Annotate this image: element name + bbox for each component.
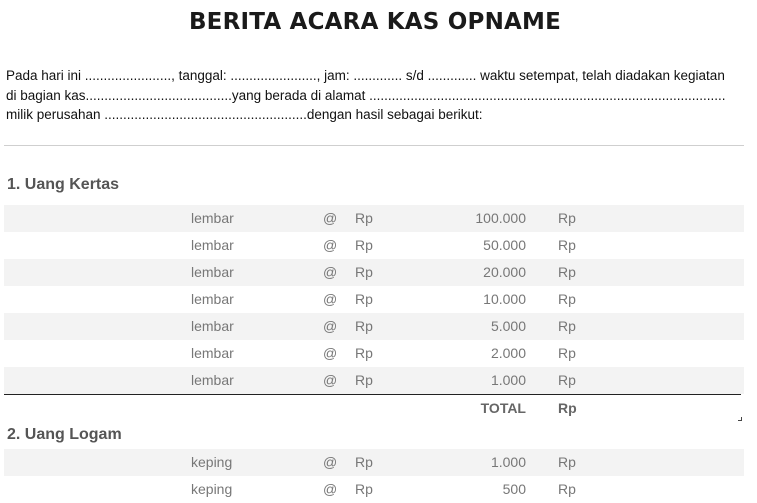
intro-line: di bagian kas.......................................yang berada di alamat ............................................................................................... — [6, 87, 726, 103]
unit-label: lembar — [191, 264, 234, 280]
currency-label: Rp — [355, 210, 373, 226]
currency-label: Rp — [355, 372, 373, 388]
table-row — [4, 340, 744, 367]
currency-label: Rp — [355, 291, 373, 307]
unit-label: lembar — [191, 345, 234, 361]
section-title-uang-kertas: 1. Uang Kertas — [7, 176, 120, 193]
uang-kertas-table — [4, 205, 744, 394]
table-row — [4, 286, 744, 313]
subtotal-currency: Rp — [558, 345, 576, 361]
denomination-value: 100.000 — [475, 210, 526, 226]
unit-label: lembar — [191, 210, 234, 226]
denomination-value: 5.000 — [490, 318, 526, 334]
unit-label: lembar — [191, 237, 234, 253]
unit-label: lembar — [191, 291, 234, 307]
unit-label: keping — [191, 454, 233, 470]
subtotal-currency: Rp — [558, 372, 576, 388]
table-row — [4, 367, 744, 394]
section-title-uang-logam: 2. Uang Logam — [7, 426, 122, 443]
subtotal-currency: Rp — [558, 454, 576, 470]
at-symbol: @ — [323, 291, 338, 307]
unit-label: lembar — [191, 318, 234, 334]
denomination-value: 50.000 — [483, 237, 526, 253]
currency-label: Rp — [355, 454, 373, 470]
intro-line: Pada hari ini ......................., tanggal: ......................., jam: ............. s/d ............. waktu setempat, telah diadakan kegiatan — [6, 68, 725, 83]
at-symbol: @ — [323, 454, 338, 470]
table-row — [4, 205, 744, 232]
subtotal-currency: Rp — [558, 481, 576, 497]
subtotal-currency: Rp — [558, 291, 576, 307]
denomination-value: 10.000 — [483, 291, 526, 307]
denomination-value: 1.000 — [490, 454, 526, 470]
unit-label: keping — [191, 481, 233, 497]
resize-handle-icon — [738, 417, 742, 421]
uang-logam-table — [4, 449, 744, 503]
subtotal-currency: Rp — [558, 210, 576, 226]
denomination-value: 20.000 — [483, 264, 526, 280]
subtotal-currency: Rp — [558, 237, 576, 253]
total-currency: Rp — [558, 400, 577, 416]
at-symbol: @ — [323, 345, 338, 361]
currency-label: Rp — [355, 264, 373, 280]
denomination-value: 500 — [502, 481, 526, 497]
section-divider — [4, 145, 744, 146]
currency-label: Rp — [355, 345, 373, 361]
total-row — [4, 395, 744, 421]
intro-line: milik perusahan ......................................................dengan hasil sebagai berikut: — [6, 107, 483, 122]
currency-label: Rp — [355, 481, 373, 497]
subtotal-currency: Rp — [558, 318, 576, 334]
denomination-value: 2.000 — [490, 345, 526, 361]
table-row — [4, 476, 744, 503]
document-title: BERITA ACARA KAS OPNAME — [188, 9, 562, 35]
intro-paragraph — [6, 66, 751, 125]
table-row — [4, 313, 744, 340]
unit-label: lembar — [191, 372, 234, 388]
table-row — [4, 449, 744, 476]
at-symbol: @ — [323, 481, 338, 497]
denomination-value: 1.000 — [490, 372, 526, 388]
table-row — [4, 259, 744, 286]
at-symbol: @ — [323, 210, 338, 226]
total-label: TOTAL — [480, 400, 526, 416]
at-symbol: @ — [323, 318, 338, 334]
at-symbol: @ — [323, 237, 338, 253]
table-row — [4, 232, 744, 259]
currency-label: Rp — [355, 237, 373, 253]
currency-label: Rp — [355, 318, 373, 334]
subtotal-currency: Rp — [558, 264, 576, 280]
at-symbol: @ — [323, 372, 338, 388]
at-symbol: @ — [323, 264, 338, 280]
